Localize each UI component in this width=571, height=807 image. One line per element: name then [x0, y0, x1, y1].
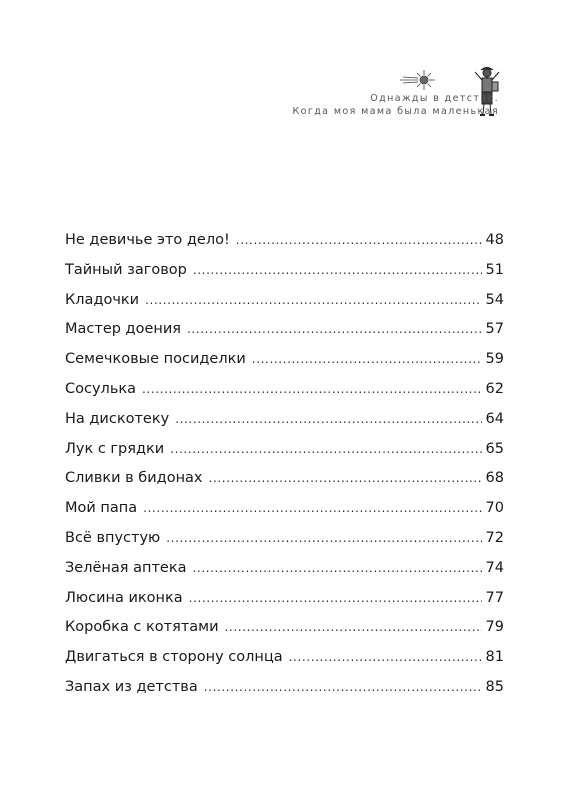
toc-entry-page: 70: [485, 500, 504, 517]
toc-entry-page: 62: [485, 380, 504, 397]
toc-leader-dots: [289, 650, 482, 664]
toc-entry-page: 65: [485, 440, 504, 457]
toc-entry-title: Мой папа: [65, 500, 138, 517]
toc-entry-page: 51: [485, 261, 504, 278]
toc-entry-title: Мастер доения: [65, 321, 181, 338]
toc-entry[interactable]: [65, 381, 504, 411]
toc-entry-page: 48: [485, 232, 504, 248]
toc-entry[interactable]: [65, 679, 504, 709]
toc-leader-dots: [192, 561, 481, 575]
toc-entry-title: Кладочки: [65, 291, 140, 308]
running-header: [292, 70, 499, 118]
toc-entry-title: Сливки в бидонах: [65, 470, 203, 487]
toc-entry-page: 64: [485, 410, 504, 427]
header-line-1: Однажды в детстве.: [370, 93, 499, 104]
toc-entry[interactable]: [65, 590, 504, 620]
toc-entry-title: Сосулька: [65, 380, 137, 397]
toc-leader-dots: [145, 293, 481, 307]
toc-entry[interactable]: [65, 292, 504, 322]
toc-entry-title: Тайный заговор: [65, 261, 187, 278]
toc-entry-title: Лук с грядки: [65, 440, 165, 457]
toc-entry-page: 85: [485, 678, 504, 695]
toc-entry[interactable]: [65, 411, 504, 441]
toc-leader-dots: [142, 382, 482, 396]
toc-entry-page: 74: [485, 559, 504, 576]
toc-leader-dots: [236, 233, 482, 247]
toc-entry[interactable]: [65, 441, 504, 471]
toc-entry[interactable]: [65, 351, 504, 381]
toc-leader-dots: [193, 263, 482, 277]
toc-entry-title: Запах из детства: [65, 678, 198, 695]
toc-leader-dots: [143, 501, 481, 515]
toc-leader-dots: [204, 680, 482, 694]
toc-entry-page: 81: [485, 649, 504, 666]
toc-leader-dots: [187, 322, 482, 336]
toc-entry[interactable]: [65, 530, 504, 560]
toc-entry-title: Двигаться в сторону солнца: [65, 649, 283, 666]
toc-entry-title: Люсина иконка: [65, 589, 183, 606]
toc-entry[interactable]: [65, 470, 504, 500]
toc-entry[interactable]: [65, 232, 504, 262]
toc-entry-title: Не девичье это дело!: [65, 232, 230, 248]
toc-entry[interactable]: [65, 262, 504, 292]
toc-entry[interactable]: [65, 321, 504, 351]
toc-entry-title: Зелёная аптека: [65, 559, 187, 576]
toc-entry-page: 57: [485, 321, 504, 338]
toc-leader-dots: [170, 442, 481, 456]
toc-entry-page: 54: [485, 291, 504, 308]
toc-leader-dots: [166, 531, 481, 545]
toc-leader-dots: [225, 620, 482, 634]
toc-entry[interactable]: [65, 649, 504, 679]
toc-leader-dots: [175, 412, 481, 426]
toc-entry-page: 59: [485, 351, 504, 368]
toc-entry-title: Коробка с котятами: [65, 619, 219, 636]
toc-entry-page: 68: [485, 470, 504, 487]
toc-entry[interactable]: [65, 500, 504, 530]
toc-entry-page: 72: [485, 529, 504, 546]
toc-entry-title: Семечковые посиделки: [65, 351, 246, 368]
toc-entry-page: 79: [485, 619, 504, 636]
toc-leader-dots: [189, 591, 482, 605]
toc-entry-title: Всё впустую: [65, 529, 161, 546]
toc-entry-page: 77: [485, 589, 504, 606]
toc-leader-dots: [252, 352, 482, 366]
toc-leader-dots: [209, 471, 482, 485]
toc-entry[interactable]: [65, 560, 504, 590]
table-of-contents: [65, 232, 504, 709]
toc-entry-title: На дискотеку: [65, 410, 170, 427]
header-line-2: Когда моя мама была маленькая: [292, 106, 499, 117]
toc-entry[interactable]: [65, 619, 504, 649]
